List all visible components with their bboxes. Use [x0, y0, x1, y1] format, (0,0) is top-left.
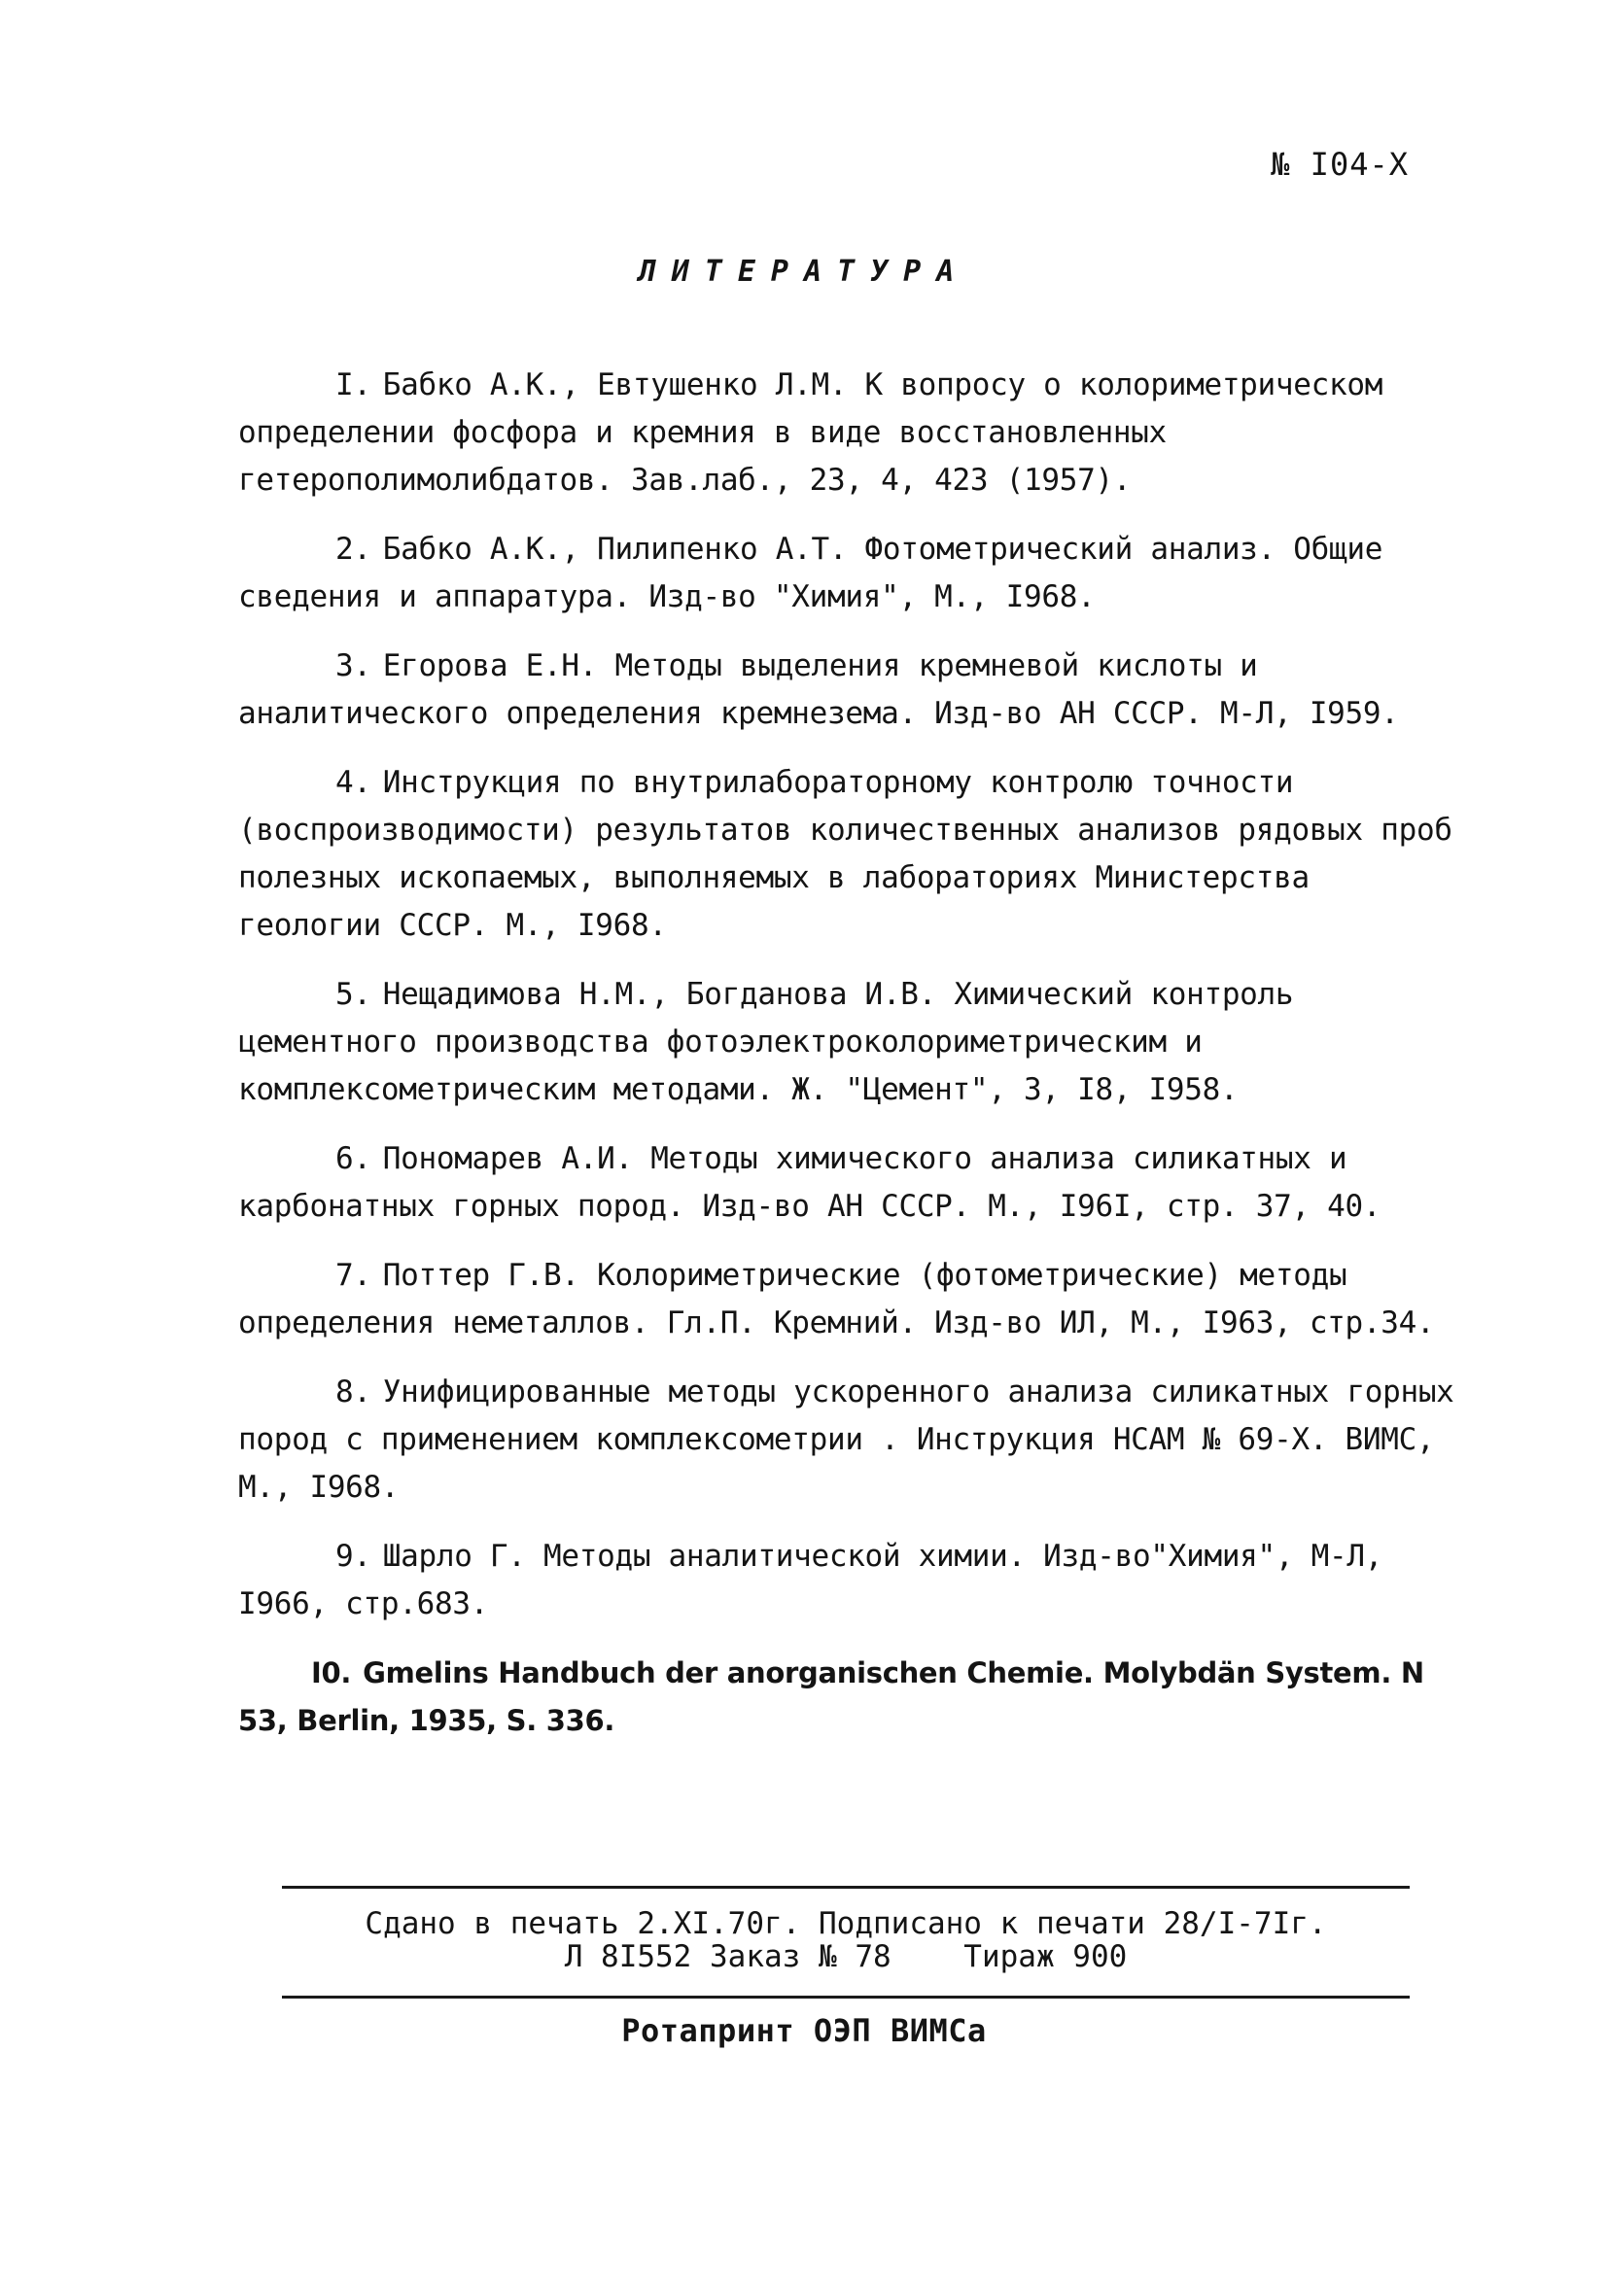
reference-number: 5.: [335, 977, 371, 1012]
reference-number: 9.: [335, 1539, 371, 1574]
reference-text: Нещадимова Н.М., Богданова И.В. Химический контроль цементного производства фотоэлектроколориметрическим и комплексометрическим методами. Ж. "Цемент", 3, I8, I958.: [238, 977, 1294, 1107]
imprint-top-rule: [282, 1886, 1410, 1889]
imprint-order: Л 8I552 Заказ № 78 Тираж 900: [564, 1939, 1128, 1974]
reference-number: 8.: [335, 1374, 371, 1409]
reference-text: Инструкция по внутрилабораторному контролю точности (воспроизводимости) результатов количественных анализов рядовых проб полезных ископаемых, выполняемых в лабораториях Министерства геологии СССР. М., I968.: [238, 765, 1452, 943]
reference-item: [238, 759, 1468, 950]
reference-item: [238, 971, 1468, 1114]
reference-item: [238, 1533, 1468, 1628]
reference-text: Бабко А.К., Евтушенко Л.М. К вопросу о колориметрическом определении фосфора и кремния в виде восстановленных гетерополимолибдатов. Зав.лаб., 23, 4, 423 (1957).: [238, 367, 1383, 498]
reference-item: [238, 643, 1468, 738]
reference-number: I.: [335, 367, 371, 402]
reference-text: Унифицированные методы ускоренного анализа силикатных горных пород с применением комплексометрии . Инструкция НСАМ № 69-Х. ВИМС, М., I968.: [238, 1374, 1454, 1505]
reference-item: [238, 362, 1468, 504]
reference-text: Бабко А.К., Пилипенко А.Т. Фотометрический анализ. Общие сведения и аппаратура. Изд-во "Химия", М., I968.: [238, 532, 1383, 614]
reference-item: [238, 1650, 1468, 1745]
printer-name: Ротапринт ОЭП ВИМСа: [621, 2012, 987, 2049]
page-title: ЛИТЕРАТУРА: [638, 255, 970, 289]
reference-number: 3.: [335, 648, 371, 683]
reference-text: Поттер Г.В. Колориметрические (фотометрические) методы определения неметаллов. Гл.П. Кремний. Изд-во ИЛ, М., I963, стр.34.: [238, 1258, 1435, 1340]
reference-number: 2.: [335, 532, 371, 567]
reference-number: 4.: [335, 765, 371, 800]
reference-number: 7.: [335, 1258, 371, 1293]
reference-item: [238, 526, 1468, 621]
reference-list: [238, 362, 1468, 1766]
reference-item: [238, 1135, 1468, 1231]
reference-text: Шарло Г. Методы аналитической химии. Изд-во"Химия", М-Л, I966, стр.683.: [238, 1539, 1383, 1621]
reference-text: Gmelins Handbuch der anorganischen Chemie. Molybdän System. N 53, Berlin, 1935, S. 336.: [238, 1656, 1424, 1737]
reference-number: I0.: [311, 1656, 352, 1689]
imprint-dates: Сдано в печать 2.XI.70г. Подписано к печати 28/I-7Iг.: [365, 1906, 1327, 1941]
reference-text: Егорова Е.Н. Методы выделения кремневой кислоты и аналитического определения кремнезема. Изд-во АН СССР. М-Л, I959.: [238, 648, 1399, 731]
imprint-bottom-rule: [282, 1996, 1410, 1999]
document-number: № I04-X: [1271, 146, 1409, 183]
reference-number: 6.: [335, 1141, 371, 1176]
reference-item: [238, 1252, 1468, 1347]
reference-item: [238, 1369, 1468, 1512]
reference-text: Пономарев А.И. Методы химического анализа силикатных и карбонатных горных пород. Изд-во АН СССР. М., I96I, стр. 37, 40.: [238, 1141, 1381, 1224]
